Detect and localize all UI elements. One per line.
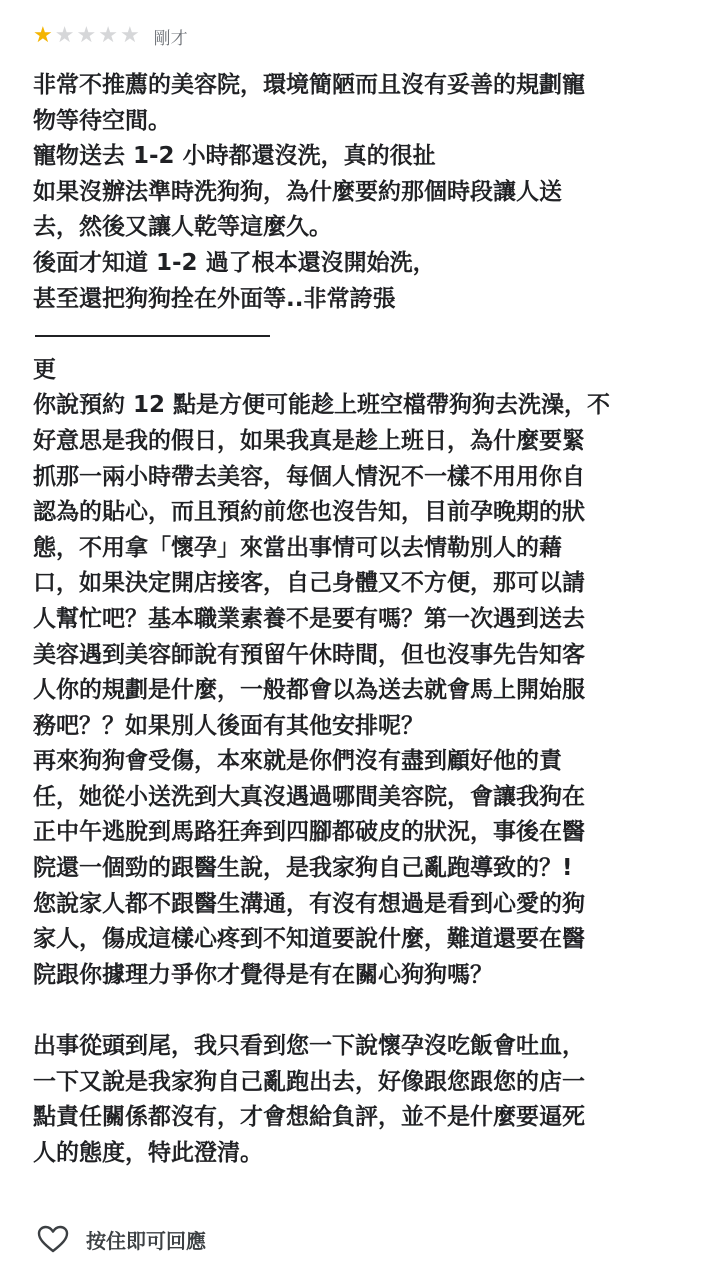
review-line: 好意思是我的假日，如果我真是趁上班日，為什麼要緊 [33,427,585,454]
review-line: 院跟你據理力爭你才覺得是有在關心狗狗嗎？ [33,961,493,988]
review-body [33,68,688,1171]
reply-hint-label[interactable]: 按住即可回應 [86,1228,206,1253]
heart-icon-svg [37,1225,69,1253]
review-line: 家人，傷成這樣心疼到不知道要說什麼，難道還要在醫 [33,926,585,953]
review-time: 剛才 [153,28,188,49]
review-line: 任，她從小送洗到大真沒遇過哪間美容院，會讓我狗在 [33,783,585,810]
review-line: 正中午逃脫到馬路狂奔到四腳都破皮的狀況，事後在醫 [33,819,585,846]
review-line: 人的態度，特此澄清。 [33,1139,263,1166]
review-line: 一下又說是我家狗自己亂跑出去，好像跟您跟您的店一 [33,1068,585,1095]
divider-line [33,317,688,353]
review-line: 您說家人都不跟醫生溝通，有沒有想過是看到心愛的狗 [33,890,585,917]
review-line: 再來狗狗會受傷，本來就是你們沒有盡到顧好他的責 [33,748,562,775]
review-footer [36,1219,206,1259]
review-line: 務吧？？如果別人後面有其他安排呢？ [33,712,424,739]
star-icon: ★ [76,23,97,48]
review-line: 寵物送去 1-2 小時都還沒洗，真的很扯 [33,143,436,170]
review-line: 認為的貼心，而且預約前您也沒告知，目前孕晚期的狀 [33,499,585,526]
review-line: 點責任關係都沒有，才會想給負評，並不是什麼要逼死 [33,1104,585,1131]
review-line: 人幫忙吧？基本職業素養不是要有嗎？第一次遇到送去 [33,605,585,632]
blank-line [33,993,688,1029]
review-meta [33,22,188,50]
star-icon: ★ [119,23,140,48]
review-line: 物等待空間。 [33,107,171,134]
star-icon: ★ [98,23,118,48]
review-line: 更 [33,356,56,383]
review-line: 美容遇到美容師說有預留午休時間，但也沒事先告知客 [33,641,585,668]
review-line: 出事從頭到尾，我只看到您一下說懷孕沒吃飯會吐血， [33,1033,585,1060]
review-line: 抓那一兩小時帶去美容，每個人情況不一樣不用用你自 [33,463,585,490]
review-line: 甚至還把狗狗拴在外面等..非常誇張 [33,285,396,312]
review-line: 口，如果決定開店接客，自己身體又不方便，那可以請 [33,570,585,597]
star-icon: ★ [54,23,75,48]
star-icon: ★ [33,23,53,48]
review-line: 態，不用拿「懷孕」來當出事情可以去情勒別人的藉 [33,534,562,561]
review-line: 你說預約 12 點是方便可能趁上班空檔帶狗狗去洗澡，不 [33,392,611,419]
heart-outline-icon[interactable] [36,1222,70,1256]
star-rating [33,25,140,47]
review-line: 後面才知道 1-2 過了根本還沒開始洗， [33,249,436,276]
review-line: 如果沒辦法準時洗狗狗，為什麼要約那個時段讓人送 [33,178,562,205]
review-line: 院還一個勁的跟醫生說，是我家狗自己亂跑導致的？! [33,855,573,882]
review-line: 人你的規劃是什麼，一般都會以為送去就會馬上開始服 [33,677,585,704]
review-line: 非常不推薦的美容院，環境簡陋而且沒有妥善的規劃寵 [33,72,585,98]
review-line: 去，然後又讓人乾等這麼久。 [33,214,332,241]
